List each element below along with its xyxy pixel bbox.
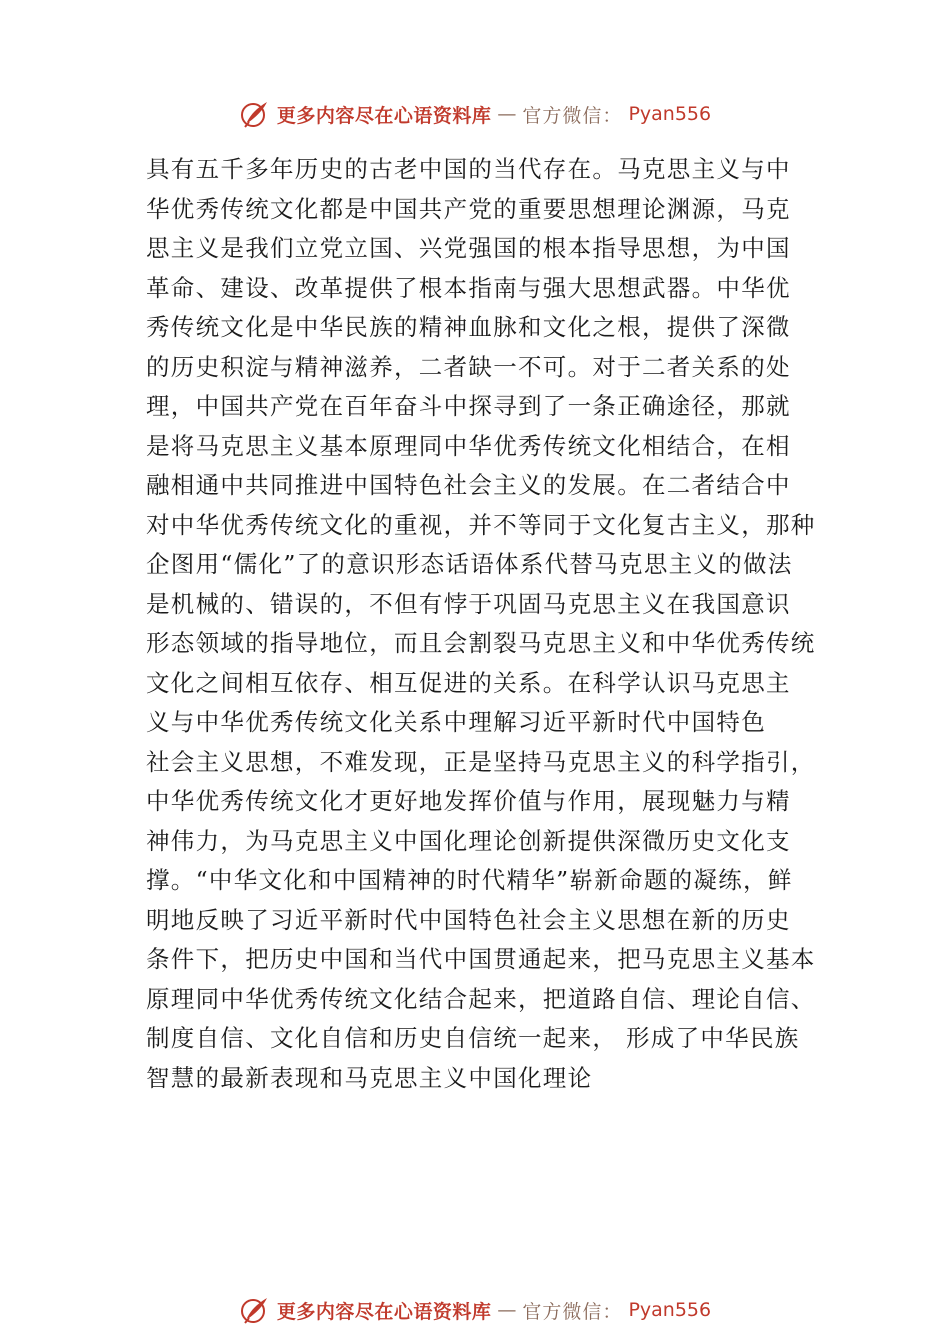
text-line: 原理同中华优秀传统文化结合起来，把道路自信、理论自信、 bbox=[146, 984, 816, 1013]
text-line: 制度自信、文化自信和历史自信统一起来， 形成了中华民族 bbox=[146, 1024, 800, 1052]
text-line: 文化之间相互依存、相互促进的关系。在科学认识马克思主 bbox=[146, 668, 791, 697]
text-line: 社会主义思想，不难发现，正是坚持马克思主义的科学指引， bbox=[146, 747, 816, 776]
text-line: 企图用“儒化”了的意识形态话语体系代替马克思主义的做法 bbox=[146, 550, 793, 578]
footer-wechat-id: Pyan556 bbox=[628, 1299, 712, 1321]
text-line: 撑。“中华文化和中国精神的时代精华”崭新命题的凝练，鲜 bbox=[146, 866, 793, 894]
text-line: 义与中华优秀传统文化关系中理解习近平新时代中国特色 bbox=[146, 708, 766, 736]
footer-separator: — bbox=[497, 1299, 517, 1321]
footer-banner bbox=[0, 1290, 950, 1330]
text-line: 华优秀传统文化都是中国共产党的重要思想理论渊源，马克 bbox=[146, 194, 791, 223]
text-line: 形态领域的指导地位，而且会割裂马克思主义和中华优秀传统 bbox=[146, 629, 816, 657]
quill-pen-logo-icon bbox=[239, 1294, 271, 1326]
header-separator: — bbox=[497, 103, 517, 125]
text-line: 对中华优秀传统文化的重视，并不等同于文化复古主义，那种 bbox=[146, 510, 816, 539]
header-wechat-label: 官方微信： bbox=[522, 104, 623, 127]
text-line: 中华优秀传统文化才更好地发挥价值与作用，展现魅力与精 bbox=[146, 787, 791, 815]
header-banner bbox=[0, 94, 950, 134]
text-line: 的历史积淀与精神滋养，二者缺一不可。对于二者关系的处 bbox=[146, 352, 791, 381]
text-line: 智慧的最新表现和马克思主义中国化理论 bbox=[146, 1063, 593, 1092]
header-brand-text: 更多内容尽在心语资料库 bbox=[276, 104, 492, 127]
text-line: 革命、建设、改革提供了根本指南与强大思想武器。中华优 bbox=[146, 273, 791, 302]
header-wechat-id: Pyan556 bbox=[628, 103, 712, 125]
text-line: 条件下，把历史中国和当代中国贯通起来，把马克思主义基本 bbox=[146, 945, 816, 973]
text-line: 具有五千多年历史的古老中国的当代存在。马克思主义与中 bbox=[146, 155, 791, 183]
quill-pen-logo-icon bbox=[239, 98, 271, 130]
text-line: 思主义是我们立党立国、兴党强国的根本指导思想，为中国 bbox=[146, 234, 791, 262]
footer-brand-text: 更多内容尽在心语资料库 bbox=[276, 1300, 492, 1323]
text-line: 是机械的、错误的，不但有悖于巩固马克思主义在我国意识 bbox=[146, 589, 791, 618]
text-line: 融相通中共同推进中国特色社会主义的发展。在二者结合中 bbox=[146, 471, 791, 499]
text-line: 秀传统文化是中华民族的精神血脉和文化之根，提供了深㣲 bbox=[146, 313, 791, 341]
text-line: 神伟力，为马克思主义中国化理论创新提供深㣲历史文化支 bbox=[146, 826, 791, 855]
text-line: 是将马克思主义基本原理同中华优秀传统文化相结合，在相 bbox=[146, 431, 791, 460]
text-line: 理，中国共产党在百年奋斗中探寻到了一条正确途径，那就 bbox=[146, 392, 791, 420]
footer-wechat-label: 官方微信： bbox=[522, 1300, 623, 1323]
document-body bbox=[146, 150, 826, 1098]
text-line: 明地反映了习近平新时代中国特色社会主义思想在新的历史 bbox=[146, 905, 791, 934]
